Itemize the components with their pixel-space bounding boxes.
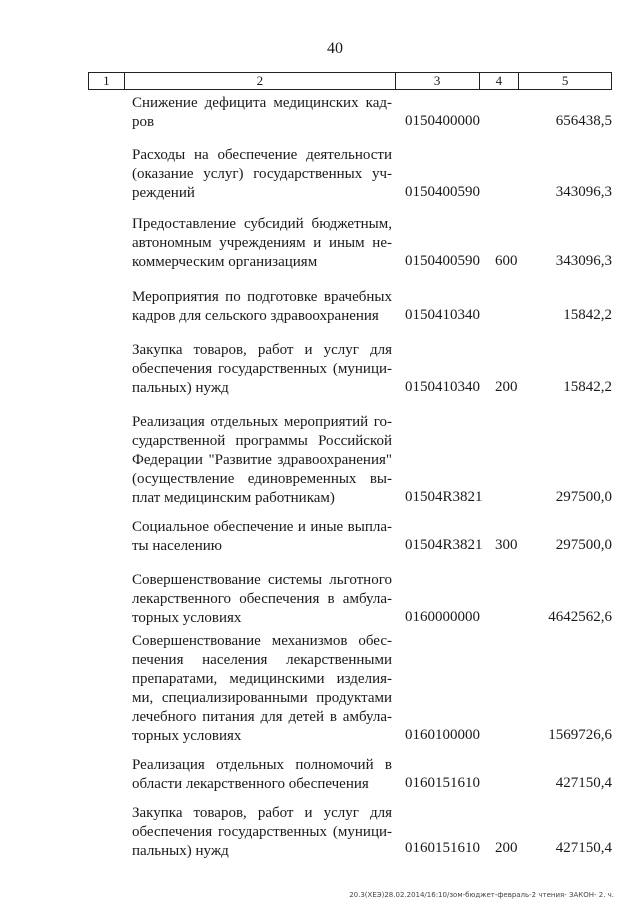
row-code: 0150410340 xyxy=(405,379,480,395)
row-name: Предоставление субсидий бюджетным, автономным учреждениям и иным не-коммерческим организациям xyxy=(132,216,392,270)
row-expense-type: 300 xyxy=(495,537,518,553)
row-amount: 15842,2 xyxy=(563,307,612,323)
row-name: Реализация отдельных полномочий в области лекарственного обеспечения xyxy=(132,757,392,792)
row-name: Расходы на обеспечение деятельности (оказание услуг) государственных уч-реждений xyxy=(132,147,392,201)
row-amount: 427150,4 xyxy=(555,775,612,791)
row-code: 0150400590 xyxy=(405,253,480,269)
row-expense-type: 600 xyxy=(495,253,518,269)
row-amount: 4642562,6 xyxy=(548,609,612,625)
row-amount: 297500,0 xyxy=(555,489,612,505)
footer-stamp: 20.3(XЕЭ)28.02.2014/16:10/зом-бюджет-февраль-2 чтения- ЗАКОН- 2. ч. xyxy=(349,891,614,899)
header-col-3: 3 xyxy=(396,73,480,89)
row-code: 01504R3821 xyxy=(405,489,483,505)
header-col-4: 4 xyxy=(480,73,520,89)
row-code: 0160000000 xyxy=(405,609,480,625)
row-amount: 343096,3 xyxy=(555,253,612,269)
header-col-2: 2 xyxy=(125,73,396,89)
row-amount: 15842,2 xyxy=(563,379,612,395)
row-amount: 1569726,6 xyxy=(548,727,612,743)
row-name: Совершенствование механизмов обес-печения населения лекарственными препаратами, медицинскими изделия-ми, специализированными продуктами лечебного питания для детей в амбула-торных условиях xyxy=(132,633,392,744)
header-col-5: 5 xyxy=(561,73,569,88)
row-name: Социальное обеспечение и иные выпла-ты населению xyxy=(132,519,392,554)
row-name: Реализация отдельных мероприятий го-сударственной программы Российской Федерации "Развитие здравоохранения" (осуществление единовременных вы-плат медицинским работникам) xyxy=(132,414,392,506)
row-amount: 297500,0 xyxy=(555,537,612,553)
table-header-row xyxy=(88,72,612,90)
row-amount: 427150,4 xyxy=(555,840,612,856)
row-amount: 343096,3 xyxy=(555,184,612,200)
page-number: 40 xyxy=(327,40,343,57)
row-code: 01504R3821 xyxy=(405,537,483,553)
row-code: 0160151610 xyxy=(405,840,480,856)
row-name: Мероприятия по подготовке врачебных кадров для сельского здравоохранения xyxy=(132,289,392,324)
row-code: 0150400000 xyxy=(405,113,480,129)
header-col-1: 1 xyxy=(89,73,125,89)
row-expense-type: 200 xyxy=(495,379,518,395)
row-code: 0150400590 xyxy=(405,184,480,200)
row-amount: 656438,5 xyxy=(555,113,612,129)
row-name: Закупка товаров, работ и услуг для обеспечения государственных (муници-пальных) нужд xyxy=(132,805,392,859)
row-code: 0160100000 xyxy=(405,727,480,743)
row-name: Закупка товаров, работ и услуг для обеспечения государственных (муници-пальных) нужд xyxy=(132,342,392,396)
row-expense-type: 200 xyxy=(495,840,518,856)
row-name: Совершенствование системы льготного лекарственного обеспечения в амбула-торных условиях xyxy=(132,572,392,626)
row-code: 0160151610 xyxy=(405,775,480,791)
row-name: Снижение дефицита медицинских кад-ров xyxy=(132,95,392,130)
row-code: 0150410340 xyxy=(405,307,480,323)
